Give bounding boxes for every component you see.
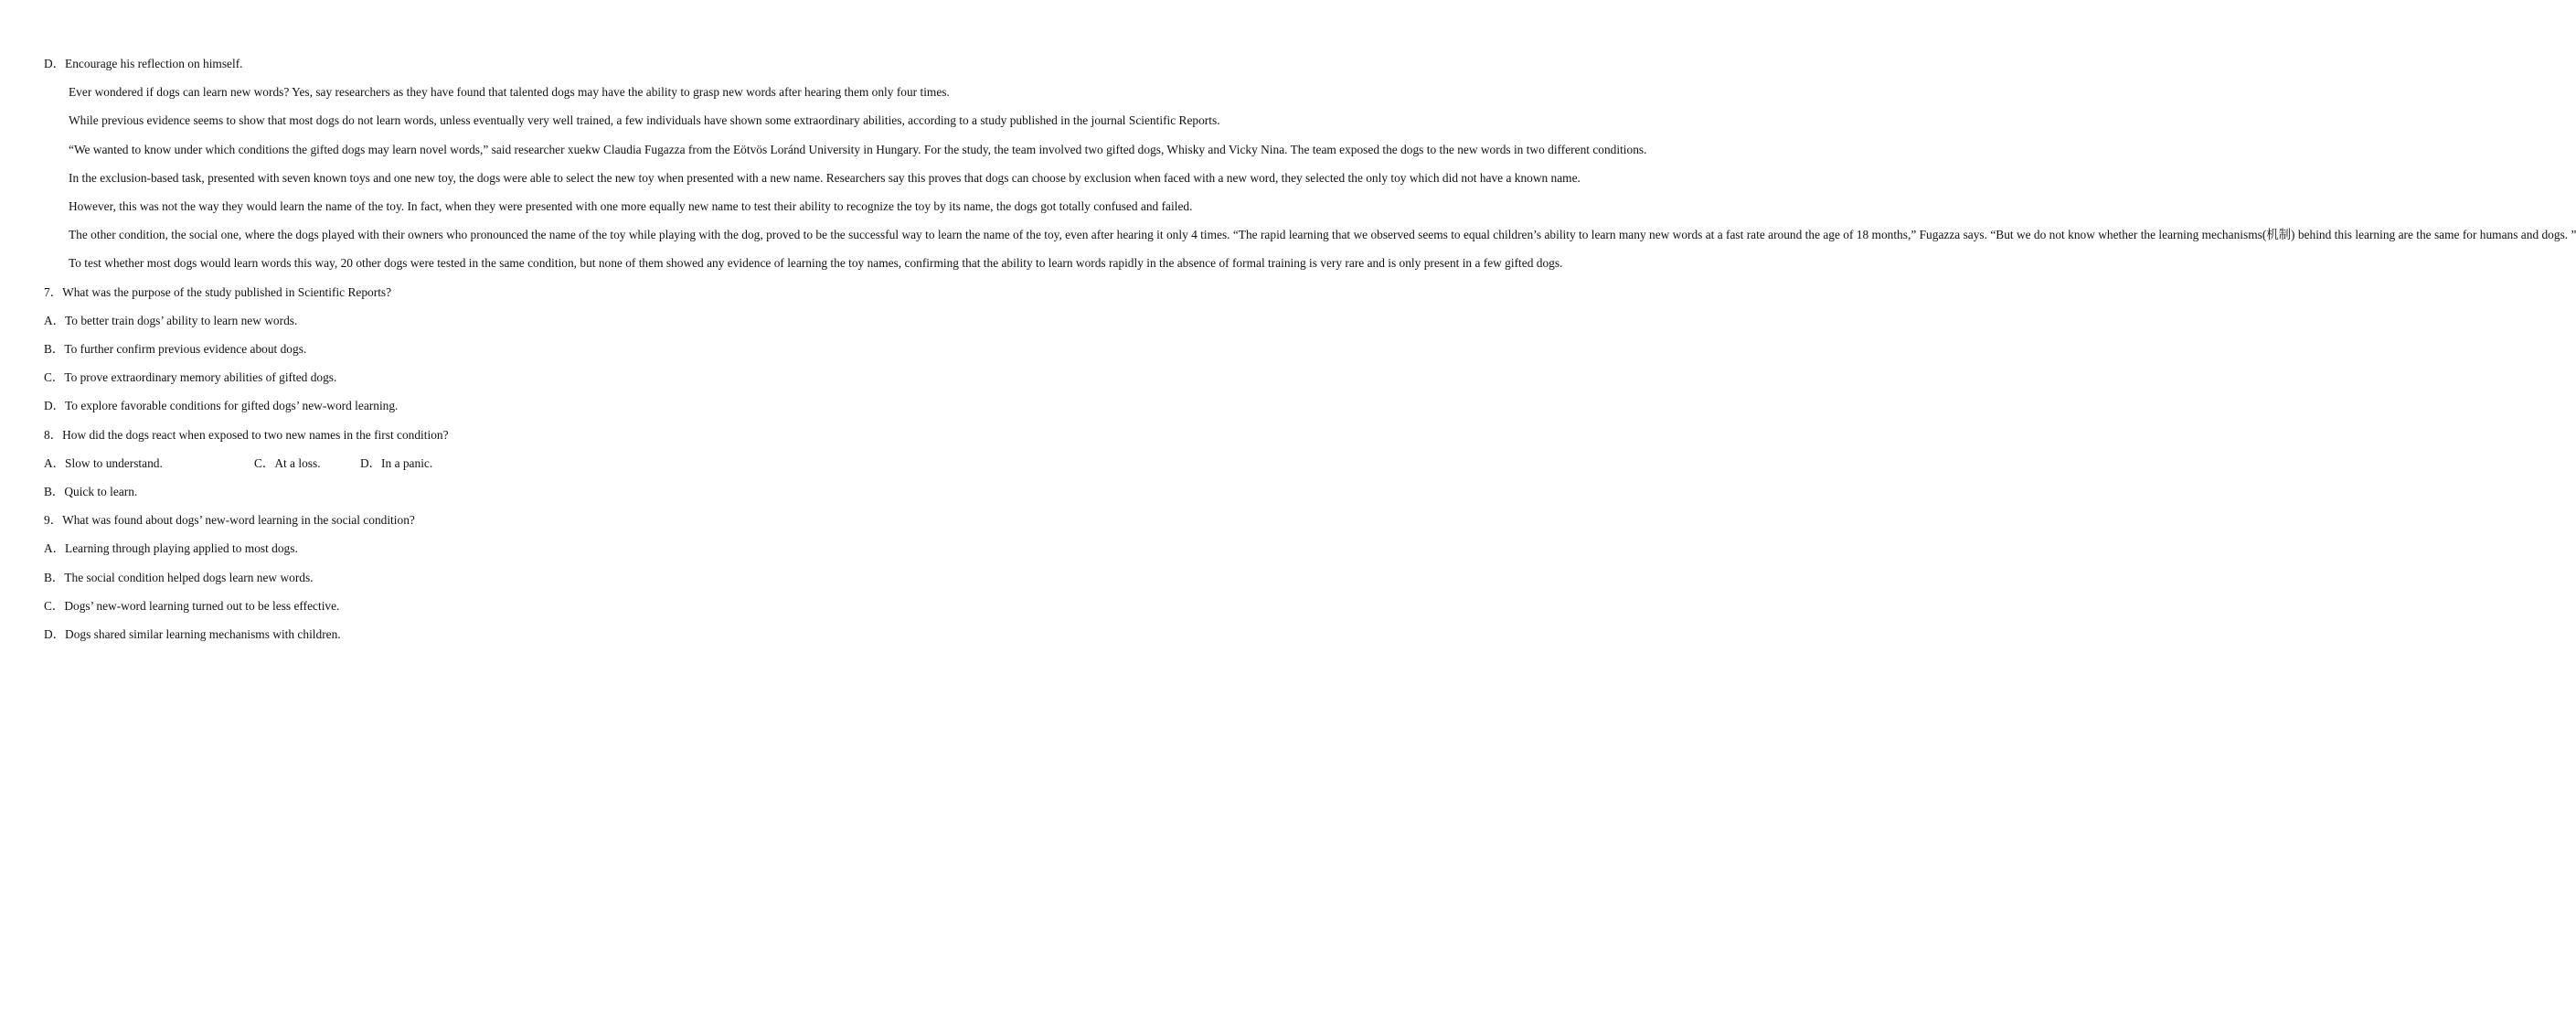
option-b: B．To further confirm previous evidence about dogs. (44, 342, 307, 357)
passage-paragraph-4: In the exclusion-based task, presented with seven known toys and one new toy, the dogs were able to select the new toy when presented with a new name. Researchers say this proves that dogs can choose by exclusion when faced with a new word, they selected the only toy which did not have a known name. (69, 170, 1581, 185)
option-b: B．Quick to learn. (44, 485, 138, 499)
option-a: A．To better train dogs’ ability to learn new words. (44, 313, 298, 327)
option-a-b (44, 449, 254, 506)
question-stem: 7．What was the purpose of the study published in Scientific Reports? (44, 284, 392, 299)
passage-paragraph-5: However, this was not the way they would learn the name of the toy. In fact, when they were presented with one more equally new name to test their ability to recognize the toy by its name, the dogs got totally confused and failed. (69, 199, 1193, 214)
option-b: B．The social condition helped dogs learn new words. (44, 570, 314, 584)
passage-paragraph-7: To test whether most dogs would learn words this way, 20 other dogs were tested in the same condition, but none of them showed any evidence of learning the toy names, confirming that the ability to learn words rapidly in the absence of formal training is very rare and is only present in a few gifted dogs. (69, 256, 1563, 271)
passage-paragraph-3: “We wanted to know under which conditions the gifted dogs may learn novel words,” said researcher xuekw Claudia Fugazza from the Eötvös Loránd University in Hungary. For the study, the team involved two gifted dogs, Whisky and Vicky Nina. The team exposed the dogs to the new words in two different conditions. (69, 142, 1647, 156)
option-d: D．In a panic. (360, 455, 433, 470)
question-9 (44, 506, 682, 648)
passage-paragraph-1: Ever wondered if dogs can learn new words? Yes, say researchers as they have found that talented dogs may have the ability to grasp new words after hearing them only four times. (69, 85, 950, 100)
option-a: A．Learning through playing applied to most dogs. (44, 541, 298, 556)
question-8 (44, 421, 682, 507)
question-7 (44, 278, 682, 421)
option-c: C．At a loss. (254, 455, 321, 470)
question-stem: 8．How did the dogs react when exposed to two new names in the first condition? (44, 427, 449, 442)
option-d: D．To explore favorable conditions for gifted dogs’ new-word learning. (44, 399, 399, 413)
option-d: D．Dogs shared similar learning mechanisms with children. (44, 627, 341, 642)
option-a: A．Slow to understand. (44, 455, 163, 470)
question-stem: 9．What was found about dogs’ new-word learning in the social condition? (44, 513, 415, 528)
passage-paragraph-2: While previous evidence seems to show that most dogs do not learn words, unless eventually very well trained, a few individuals have shown some extraordinary abilities, according to a study published in the journal Scientific Reports. (69, 113, 1220, 128)
previous-question-option-d: D．Encourage his reflection on himself. (44, 57, 243, 70)
passage-paragraph-6: The other condition, the social one, where the dogs played with their owners who pronounced the name of the toy while playing with the dog, proved to be the successful way to learn the name of the toy, even after hearing it only 4 times. “The rapid learning that we observed seems to equal children’s ability to learn many new words at a fast rate around the age of 18 months,” Fugazza says. “But we do not know whether the learning mechanisms(机制) behind this learning are the same for humans and dogs. ” (69, 228, 2576, 242)
options-row (44, 449, 682, 506)
option-c: C．Dogs’ new-word learning turned out to be less effective. (44, 598, 340, 613)
option-c: C．To prove extraordinary memory abilities of gifted dogs. (44, 370, 337, 385)
